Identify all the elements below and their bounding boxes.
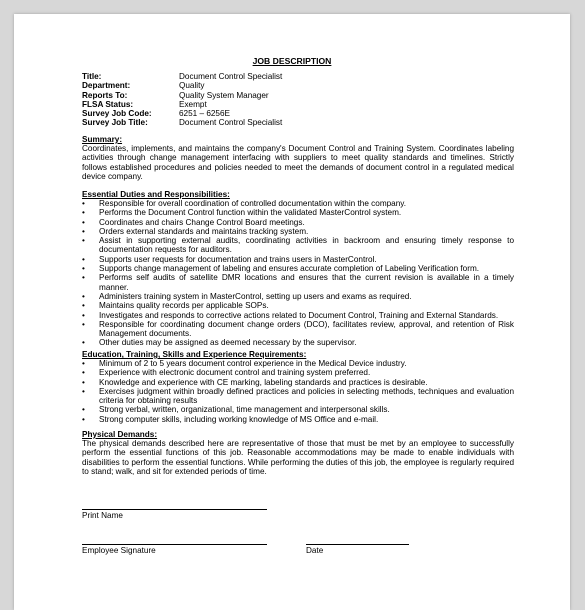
field-reports-to xyxy=(82,91,282,100)
physical-demands-heading: Physical Demands: xyxy=(82,430,158,439)
summary-heading: Summary: xyxy=(82,135,123,144)
date-line xyxy=(306,544,409,545)
field-value: Exempt xyxy=(179,99,207,109)
duties-heading: Essential Duties and Responsibilities: xyxy=(82,190,230,199)
list-item: • Strong computer skills, including working knowledge of MS Office and e-mail. xyxy=(82,415,514,424)
list-item: • Performs self audits of satellite DMR locations and ensures that the current revision is available in a timely manner. xyxy=(82,273,514,292)
physical-demands-text: The physical demands described here are representative of those that must be met by an employee to successfully perform the essential functions of this job. Reasonable accommodations may be made to enable individuals with disabilities to perform the essential functions. While performing the duties of this job, the employee is regularly required to stand; walk, and sit for extended periods of time. xyxy=(82,439,514,476)
field-label: FLSA Status: xyxy=(82,99,134,109)
list-item: • Administers training system in MasterControl, setting up users and exams as required. xyxy=(82,292,514,301)
field-label: Reports To: xyxy=(82,90,128,100)
field-flsa-status xyxy=(82,100,282,109)
job-info-fields xyxy=(82,72,282,128)
print-name-line xyxy=(82,509,267,510)
employee-signature-label: Employee Signature xyxy=(82,546,156,555)
list-item: • Exercises judgment within broadly defined practices and policies in selecting methods, techniques and evaluation criteria for obtaining results xyxy=(82,387,514,406)
field-survey-job-code xyxy=(82,109,282,118)
document-title: JOB DESCRIPTION xyxy=(252,56,332,66)
field-department xyxy=(82,81,282,90)
list-item: • Maintains quality records per applicable SOPs. xyxy=(82,301,514,310)
list-item: • Experience with electronic document control and training system preferred. xyxy=(82,368,514,377)
requirements-list xyxy=(82,359,514,424)
field-value: Document Control Specialist xyxy=(179,72,283,81)
field-label: Survey Job Code: xyxy=(82,109,152,119)
field-label: Department: xyxy=(82,81,131,91)
list-item: • Performs the Document Control function within the validated MasterControl system. xyxy=(82,208,514,217)
list-item: • Minimum of 2 to 5 years document control experience in the Medical Device industry. xyxy=(82,359,514,368)
list-item: • Supports user requests for documentation and trains users in MasterControl. xyxy=(82,255,514,264)
field-value: Document Control Specialist xyxy=(179,118,283,128)
list-item: • Other duties may be assigned as deemed necessary by the supervisor. xyxy=(82,338,514,347)
list-item: • Coordinates and chairs Change Control Board meetings. xyxy=(82,218,514,227)
list-item: • Assist in supporting external audits, coordinating activities in backroom and ensuring timely response to documentation requests for auditors. xyxy=(82,236,514,255)
field-survey-job-title xyxy=(82,118,282,127)
field-label: Title: xyxy=(82,72,102,81)
field-value: Quality xyxy=(179,81,205,91)
field-value: 6251 – 6256E xyxy=(179,109,230,119)
field-label: Survey Job Title: xyxy=(82,118,148,128)
requirements-heading: Education, Training, Skills and Experience Requirements: xyxy=(82,350,307,359)
duties-list xyxy=(82,199,514,348)
field-title xyxy=(82,72,282,81)
list-item: • Investigates and responds to corrective actions related to Document Control, Training and External Standards. xyxy=(82,311,514,320)
list-item: • Responsible for coordinating document change orders (DCO), facilitates review, approval, and retention of Risk Management documents. xyxy=(82,320,514,339)
list-item: • Strong verbal, written, organizational, time management and interpersonal skills. xyxy=(82,405,514,414)
list-item: • Responsible for overall coordination of controlled documentation within the company. xyxy=(82,199,514,208)
document-page xyxy=(14,14,570,610)
list-item: • Orders external standards and maintains tracking system. xyxy=(82,227,514,236)
summary-text: Coordinates, implements, and maintains the company's Document Control and Training System. Coordinates labeling activities through change management interfacing with suppliers to meet quality standards and timelines. Strictly follows established procedures and policies needed to meet the demands of document control in a regulated medical device company. xyxy=(82,144,514,181)
print-name-label: Print Name xyxy=(82,511,123,520)
date-label: Date xyxy=(306,546,324,555)
field-value: Quality System Manager xyxy=(179,90,269,100)
employee-signature-line xyxy=(82,544,267,545)
list-item: • Knowledge and experience with CE marking, labeling standards and practices is desirable. xyxy=(82,378,514,387)
list-item: • Supports change management of labeling and ensures accurate completion of Labeling Verification form. xyxy=(82,264,514,273)
